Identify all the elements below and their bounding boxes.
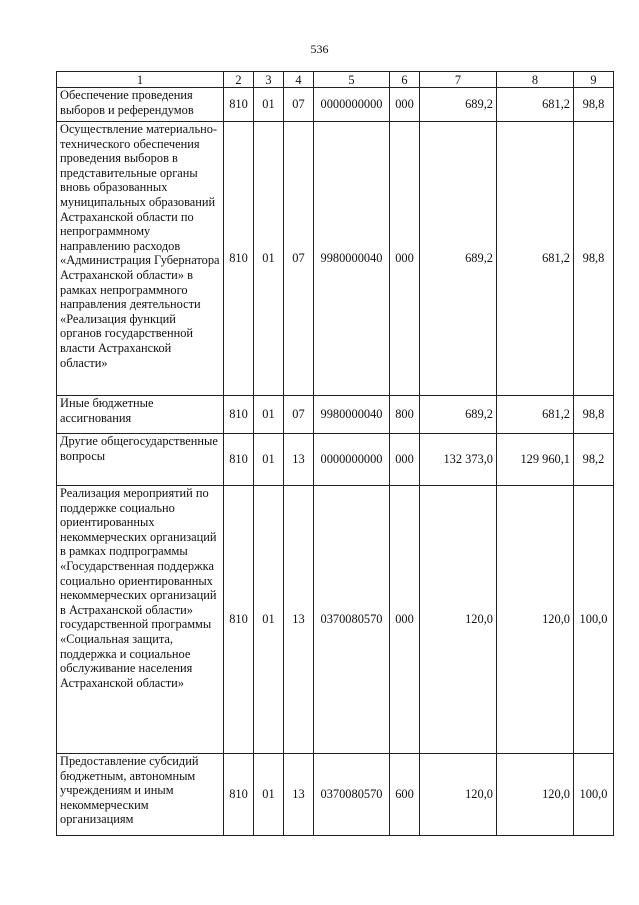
department-code: 810 (224, 434, 254, 486)
execution-percent: 98,8 (574, 88, 614, 122)
column-header: 8 (497, 72, 574, 88)
section-code: 01 (254, 754, 284, 836)
department-code: 810 (224, 122, 254, 396)
expense-type-code: 600 (390, 754, 420, 836)
section-code: 01 (254, 486, 284, 754)
subsection-code: 13 (284, 434, 314, 486)
header-row (57, 72, 614, 88)
planned-amount: 120,0 (420, 754, 497, 836)
section-code: 01 (254, 396, 284, 434)
planned-amount: 689,2 (420, 88, 497, 122)
execution-percent: 100,0 (574, 754, 614, 836)
expense-type-code: 000 (390, 434, 420, 486)
row-name: Иные бюджетные ассигнования (57, 396, 224, 434)
column-header: 6 (390, 72, 420, 88)
expense-type-code: 800 (390, 396, 420, 434)
section-code: 01 (254, 122, 284, 396)
row-name: Предоставление субсидий бюджетным, автономным учреждениям и иным некоммерческим организациям (57, 754, 224, 836)
department-code: 810 (224, 88, 254, 122)
subsection-code: 07 (284, 88, 314, 122)
target-article-code: 9980000040 (314, 122, 390, 396)
actual-amount: 120,0 (497, 486, 574, 754)
section-code: 01 (254, 434, 284, 486)
expense-type-code: 000 (390, 88, 420, 122)
expense-type-code: 000 (390, 122, 420, 396)
row-name: Реализация мероприятий по поддержке социально ориентированных некоммерческих организаций в рамках подпрограммы «Государственная поддержка социально ориентированных некоммерческих организаций в Астраханской области» государственной программы «Социальная защита, поддержка и социальное обслуживание населения Астраханской области» (57, 486, 224, 754)
subsection-code: 13 (284, 486, 314, 754)
department-code: 810 (224, 396, 254, 434)
actual-amount: 681,2 (497, 88, 574, 122)
table-row (57, 396, 614, 434)
column-header: 5 (314, 72, 390, 88)
page-number: 536 (310, 42, 329, 56)
execution-percent: 98,2 (574, 434, 614, 486)
row-name: Другие общегосударственные вопросы (57, 434, 224, 486)
budget-table (56, 71, 614, 836)
row-name: Осуществление материально-технического обеспечения проведения выборов в представительные органы вновь образованных муниципальных образований Астраханской области по непрограммному направлению расходов «Администрация Губернатора Астраханской области» в рамках непрограммного направления деятельности «Реализация функций органов государственной власти Астраханской области» (57, 122, 224, 396)
table-row (57, 122, 614, 396)
target-article-code: 9980000040 (314, 396, 390, 434)
actual-amount: 681,2 (497, 122, 574, 396)
section-code: 01 (254, 88, 284, 122)
actual-amount: 120,0 (497, 754, 574, 836)
subsection-code: 07 (284, 122, 314, 396)
table-row (57, 88, 614, 122)
execution-percent: 98,8 (574, 396, 614, 434)
expense-type-code: 000 (390, 486, 420, 754)
target-article-code: 0370080570 (314, 486, 390, 754)
table-row (57, 434, 614, 486)
planned-amount: 132 373,0 (420, 434, 497, 486)
department-code: 810 (224, 486, 254, 754)
actual-amount: 129 960,1 (497, 434, 574, 486)
table-row (57, 754, 614, 836)
subsection-code: 13 (284, 754, 314, 836)
department-code: 810 (224, 754, 254, 836)
column-header: 4 (284, 72, 314, 88)
actual-amount: 681,2 (497, 396, 574, 434)
planned-amount: 120,0 (420, 486, 497, 754)
execution-percent: 98,8 (574, 122, 614, 396)
target-article-code: 0370080570 (314, 754, 390, 836)
planned-amount: 689,2 (420, 396, 497, 434)
column-header: 1 (57, 72, 224, 88)
column-header: 3 (254, 72, 284, 88)
column-header: 7 (420, 72, 497, 88)
subsection-code: 07 (284, 396, 314, 434)
target-article-code: 0000000000 (314, 434, 390, 486)
column-header: 2 (224, 72, 254, 88)
target-article-code: 0000000000 (314, 88, 390, 122)
planned-amount: 689,2 (420, 122, 497, 396)
column-header: 9 (574, 72, 614, 88)
row-name: Обеспечение проведения выборов и референдумов (57, 88, 224, 122)
table-row (57, 486, 614, 754)
execution-percent: 100,0 (574, 486, 614, 754)
